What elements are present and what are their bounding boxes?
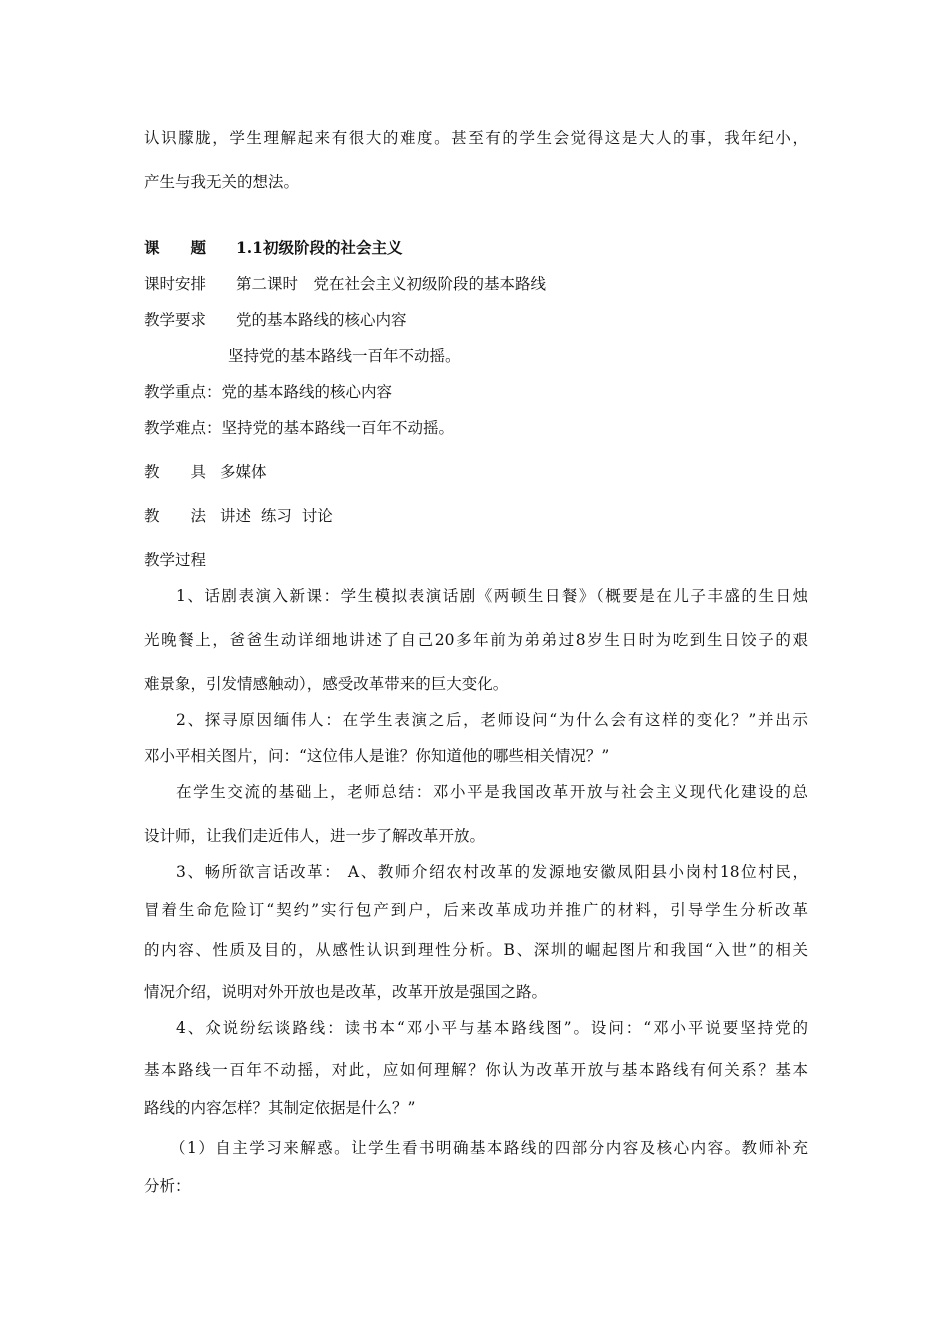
requirement-label: 教学要求 (144, 311, 207, 329)
tools-label: 教 具 (144, 463, 207, 481)
p4-line-4: 情况介绍，说明对外开放也是改革，改革开放是强国之路。 (144, 983, 548, 1001)
key-point: 教学重点：党的基本路线的核心内容 (144, 383, 393, 401)
p4-line-3: 的内容、性质及目的，从感性认识到理性分析。B、深圳的崛起图片和我国“入世”的相关 (144, 941, 808, 959)
difficulty: 教学难点：坚持党的基本路线一百年不动摇。 (144, 419, 455, 437)
p4-line-2: 冒着生命危险订“契约”实行包产到户，后来改革成功并推广的材料，引导学生分析改革 (144, 901, 808, 919)
topic-value: 1.1初级阶段的社会主义 (236, 238, 403, 257)
methods-value: 讲述 练习 讨论 (220, 507, 333, 525)
p2-line-2: 邓小平相关图片，问：“这位伟人是谁？你知道他的哪些相关情况？” (144, 747, 610, 765)
requirement-value-2: 坚持党的基本路线一百年不动摇。 (228, 347, 461, 365)
schedule-row (144, 274, 546, 294)
p4-line-1: 3、畅所欲言话改革： A、教师介绍农村改革的发源地安徽凤阳县小岗村18位村民， (176, 863, 808, 881)
p3-line-1: 在学生交流的基础上，老师总结：邓小平是我国改革开放与社会主义现代化建设的总 (176, 783, 808, 801)
p5-line-3: 路线的内容怎样？其制定依据是什么？” (144, 1099, 416, 1117)
p5-line-2: 基本路线一百年不动摇，对此，应如何理解？你认为改革开放与基本路线有何关系？基本 (144, 1061, 808, 1079)
methods-label: 教 法 (144, 507, 207, 525)
schedule-value: 第二课时 党在社会主义初级阶段的基本路线 (236, 275, 547, 293)
methods-row (144, 506, 333, 526)
requirement-row (144, 310, 407, 330)
p2-line-1: 2、探寻原因缅伟人：在学生表演之后，老师设问“为什么会有这样的变化？”并出示 (176, 711, 808, 729)
p1-line-2: 光晚餐上，爸爸生动详细地讲述了自己20多年前为弟弟过8岁生日时为吃到生日饺子的艰 (144, 631, 808, 649)
process-title: 教学过程 (144, 551, 207, 569)
requirement-value-1: 党的基本路线的核心内容 (236, 311, 407, 329)
intro-line-1: 认识朦胧，学生理解起来有很大的难度。甚至有的学生会觉得这是大人的事，我年纪小， (144, 129, 808, 147)
p1-line-1: 1、话剧表演入新课：学生模拟表演话剧《两顿生日餐》（概要是在儿子丰盛的生日烛 (176, 587, 808, 605)
topic-row (144, 238, 402, 258)
schedule-label: 课时安排 (144, 275, 207, 293)
p6-line-2: 分析： (144, 1177, 191, 1195)
p6-line-1: （1）自主学习来解惑。让学生看书明确基本路线的四部分内容及核心内容。教师补充 (170, 1139, 808, 1157)
intro-line-2: 产生与我无关的想法。 (144, 173, 300, 191)
tools-row (144, 462, 267, 482)
p3-line-2: 设计师，让我们走近伟人，进一步了解改革开放。 (144, 827, 486, 845)
topic-label: 课 题 (144, 238, 207, 257)
p1-line-3: 难景象，引发情感触动），感受改革带来的巨大变化。 (144, 675, 509, 693)
p5-line-1: 4、众说纷纭谈路线：读书本“邓小平与基本路线图”。设问：“邓小平说要坚持党的 (176, 1019, 808, 1037)
tools-value: 多媒体 (220, 463, 267, 481)
